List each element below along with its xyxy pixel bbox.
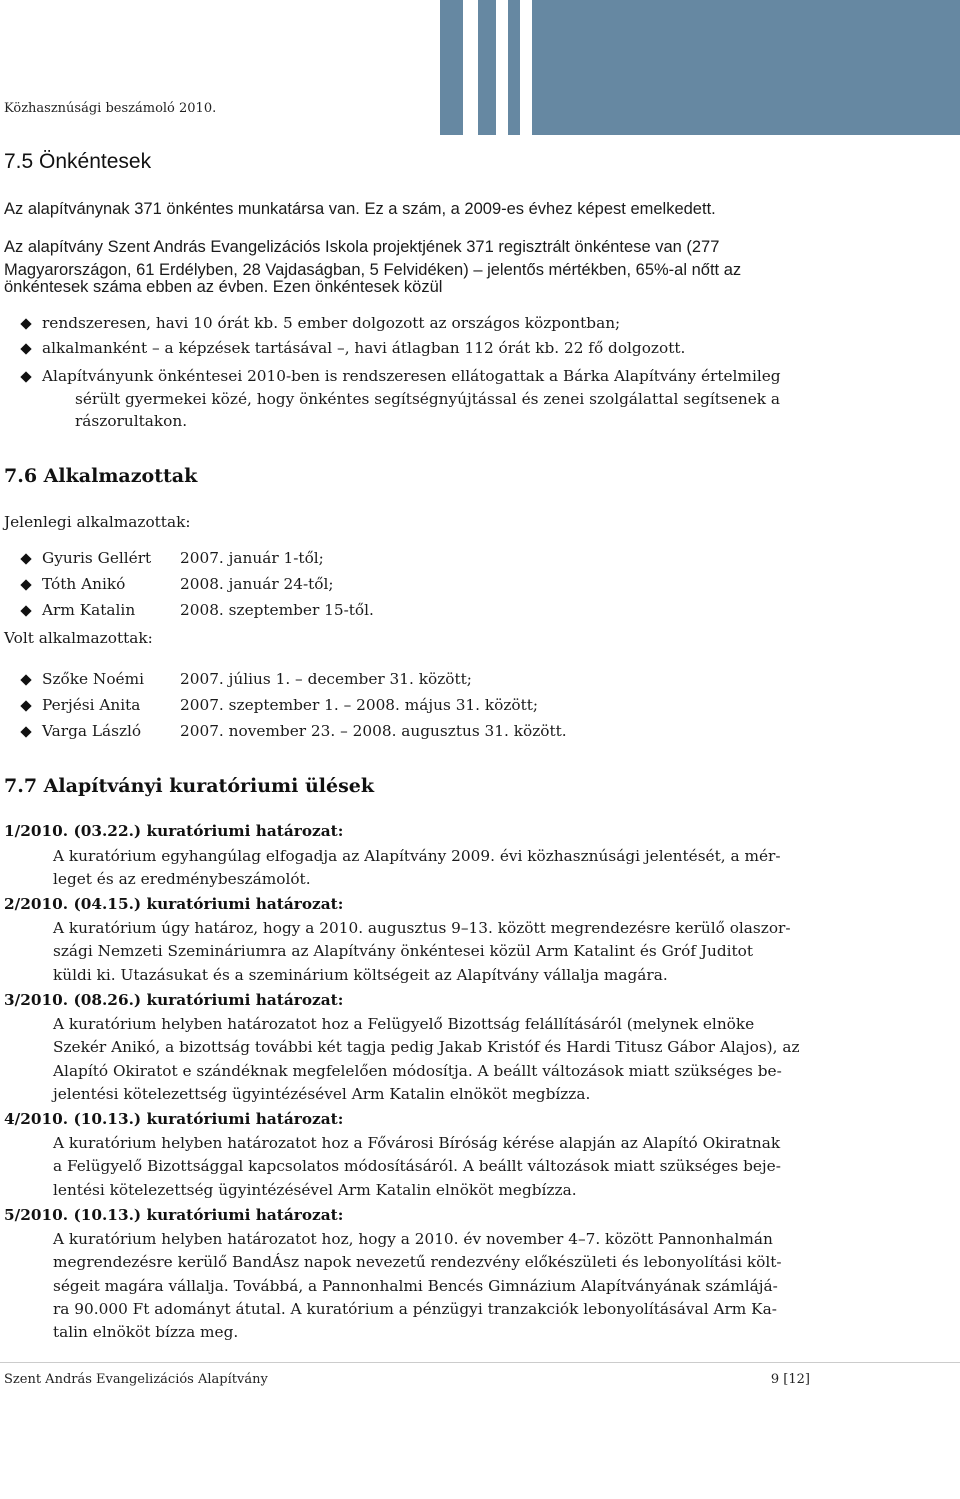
section-heading-volunteers: 7.5 Önkéntesek [4,150,152,173]
paragraph-line: Az alapítvány Szent András Evangelizációs Iskola projektjének 371 regisztrált önkéntese van (277 [4,238,720,256]
resolution-line: talin elnököt bízza meg. [53,1323,239,1342]
resolution-line: A kuratórium egyhangúlag elfogadja az Alapítvány 2009. évi közhasznúsági jelentését, a mér- [53,847,781,865]
paragraph: Az alapítványnak 371 önkéntes munkatársa van. Ez a szám, a 2009-es évhez képest emelkedett. [4,200,716,218]
resolution-line: leget és az eredménybeszámolót. [53,870,311,889]
footer-organization: Szent András Evangelizációs Alapítvány [4,1372,268,1387]
employee-name: Perjési Anita [42,696,141,714]
paragraph-line: önkéntesek száma ebben az évben. Ezen önkéntesek közül [4,278,443,296]
page-number: 9 [12] [770,1372,810,1387]
list-item-text: sérült gyermekei közé, hogy önkéntes segítségnyújtással és zenei szolgálattal segítsenek a [75,390,781,408]
footer-divider [0,1362,960,1363]
employee-date: 2007. november 23. – 2008. augusztus 31. között. [180,722,567,740]
resolution-line: a Felügyelő Bizottsággal kapcsolatos módosításáról. A beállt változások miatt szükséges beje- [53,1157,781,1176]
header-decorative-bars [440,0,960,135]
resolution-line: Alapító Okiratot e szándéknak megfelelően módosítja. A beállt változások miatt szükséges be- [53,1061,782,1080]
resolution-body [53,1013,810,1106]
employee-date: 2008. szeptember 15-től. [180,601,374,619]
former-employees-label: Volt alkalmazottak: [4,629,153,647]
employee-name: Arm Katalin [42,601,136,619]
resolution-body [53,1228,810,1344]
list-item-text: Alapítványunk önkéntesei 2010-ben is rendszeresen ellátogattak a Bárka Alapítvány értelmileg [42,367,781,385]
page-header-title: Közhasznúsági beszámoló 2010. [4,101,217,116]
section-heading-board-meetings: 7.7 Alapítványi kuratóriumi ülések [4,775,375,797]
diamond-bullet-icon [20,579,31,590]
current-employees-label: Jelenlegi alkalmazottak: [4,513,191,531]
resolution-line: megrendezésre kerülő BandÁsz napok nevezetű rendezvény előkészületi és lebonyolítási költ- [53,1253,782,1272]
employee-name: Gyuris Gellért [42,549,152,567]
employee-name: Szőke Noémi [42,670,144,688]
resolution-title: 5/2010. (10.13.) kuratóriumi határozat: [4,1206,344,1224]
resolution-body [53,1132,810,1202]
resolution-line: lentési kötelezettség ügyintézésével Arm Katalin elnököt megbízza. [53,1180,577,1199]
diamond-bullet-icon [20,318,31,329]
header-bar [440,0,463,135]
diamond-bullet-icon [20,726,31,737]
header-bar [532,0,960,135]
resolution-line: szági Nemzeti Szemináriumra az Alapítvány önkéntesei közül Arm Katalint és Gróf Juditot [53,942,754,961]
resolution-title: 4/2010. (10.13.) kuratóriumi határozat: [4,1110,344,1128]
diamond-bullet-icon [20,371,31,382]
list-item-text: rendszeresen, havi 10 órát kb. 5 ember dolgozott az országos központban; [42,314,621,332]
resolution-body [53,917,810,987]
section-heading-employees: 7.6 Alkalmazottak [4,465,198,487]
resolution-line: jelentési kötelezettség ügyintézésével Arm Katalin elnököt megbízza. [53,1084,591,1103]
diamond-bullet-icon [20,343,31,354]
resolution-body [53,845,810,892]
resolution-title: 3/2010. (08.26.) kuratóriumi határozat: [4,991,344,1009]
employee-name: Varga László [42,722,142,740]
diamond-bullet-icon [20,674,31,685]
resolution-line: A kuratórium úgy határoz, hogy a 2010. augusztus 9–13. között megrendezésre kerülő olaszor- [53,919,791,937]
employee-name: Tóth Anikó [42,575,126,593]
resolution-line: ra 90.000 Ft adományt átutal. A kuratórium a pénzügyi tranzakciók lebonyolításával Arm Ka- [53,1299,777,1318]
resolution-title: 1/2010. (03.22.) kuratóriumi határozat: [4,822,344,840]
resolution-line: A kuratórium helyben határozatot hoz a Fővárosi Bíróság kérése alapján az Alapító Okiratnak [53,1134,781,1152]
resolution-line: küldi ki. Utazásukat és a szeminárium költségeit az Alapítvány vállalja magára. [53,965,668,984]
resolution-line: ségeit magára vállalja. Továbbá, a Pannonhalmi Bencés Gimnázium Alapítványának számlájá- [53,1276,778,1295]
resolution-line: Szekér Anikó, a bizottság további két tagja pedig Jakab Kristóf és Hardi Titusz Gábor Alajos), az [53,1038,800,1057]
resolution-line: A kuratórium helyben határozatot hoz, hogy a 2010. év november 4–7. között Pannonhalmán [53,1230,773,1248]
employee-date: 2007. január 1-től; [180,549,324,567]
employee-date: 2008. január 24-től; [180,575,334,593]
diamond-bullet-icon [20,605,31,616]
diamond-bullet-icon [20,700,31,711]
employee-date: 2007. július 1. – december 31. között; [180,670,472,688]
resolution-line: A kuratórium helyben határozatot hoz a Felügyelő Bizottság felállításáról (melynek elnöke [53,1015,755,1033]
paragraph-line: Magyarországon, 61 Erdélyben, 28 Vajdaságban, 5 Felvidéken) – jelentős mértékben, 65%-al nőtt az [4,261,742,279]
diamond-bullet-icon [20,553,31,564]
resolution-title: 2/2010. (04.15.) kuratóriumi határozat: [4,895,344,913]
header-bar [508,0,520,135]
list-item-text: rászorultakon. [75,412,188,430]
employee-date: 2007. szeptember 1. – 2008. május 31. között; [180,696,539,714]
list-item-text: alkalmanként – a képzések tartásával –, havi átlagban 112 órát kb. 22 fő dolgozott. [42,339,686,357]
header-bar [478,0,496,135]
